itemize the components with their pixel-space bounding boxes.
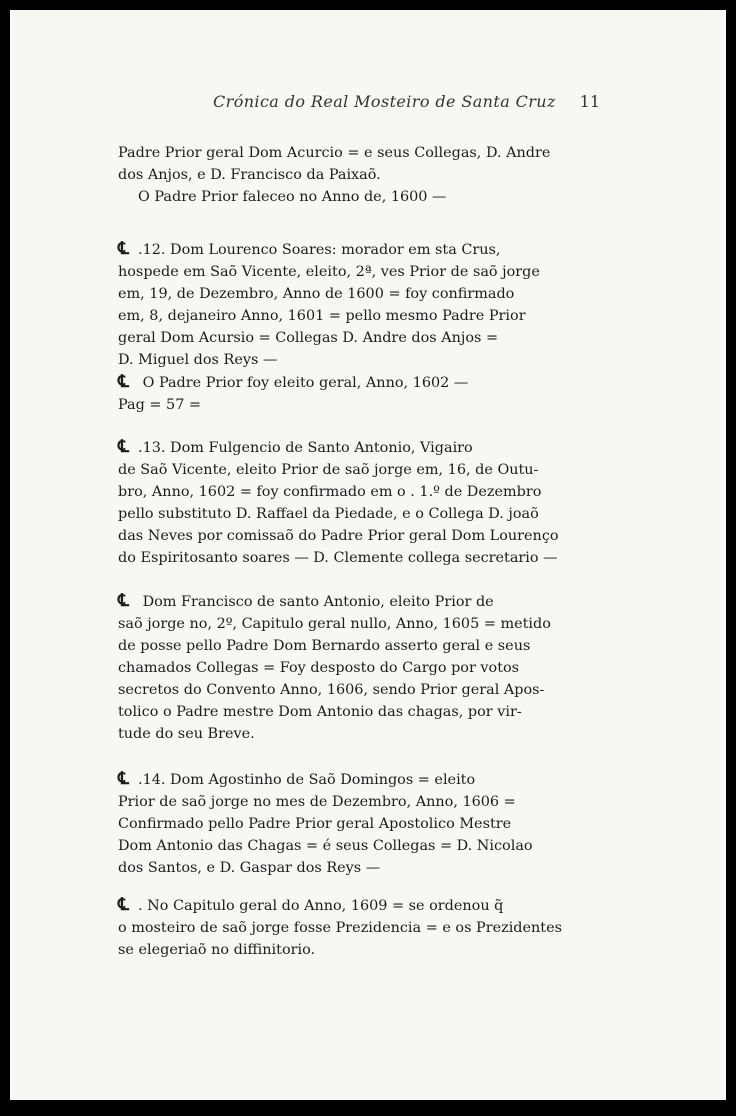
paragraph-block (118, 768, 598, 879)
text-line: chamados Collegas = Foy desposto do Cargo por votos (118, 660, 520, 676)
text-line: .13. Dom Fulgencio de Santo Antonio, Vigairo (138, 440, 473, 456)
text-line: .14. Dom Agostinho de Saõ Domingos = eleito (138, 772, 476, 788)
text-line: das Neves por comissaõ do Padre Prior geral Dom Lourenço (118, 528, 559, 544)
text-line: O Padre Prior foy eleito geral, Anno, 1602 — (138, 375, 469, 391)
running-title: Crónica do Real Mosteiro de Santa Cruz (213, 92, 556, 111)
text-line: em, 8, dejaneiro Anno, 1601 = pello mesmo Padre Prior (118, 308, 526, 324)
text-line: de Saõ Vicente, eleito Prior de saõ jorge em, 16, de Outu- (118, 462, 539, 478)
page-number: 11 (579, 92, 600, 111)
pilcrow-icon: ℄ (118, 372, 129, 392)
pilcrow-icon: ℄ (118, 769, 129, 789)
text-line: dos Santos, e D. Gaspar dos Reys — (118, 860, 381, 876)
text-line: geral Dom Acursio = Collegas D. Andre dos Anjos = (118, 330, 499, 346)
paragraph-block (118, 238, 598, 416)
pilcrow-icon: ℄ (118, 895, 129, 915)
text-line: saõ jorge no, 2º, Capitulo geral nullo, Anno, 1605 = metido (118, 616, 551, 632)
text-line: o mosteiro de saõ jorge fosse Prezidencia = e os Prezidentes (118, 920, 562, 936)
text-line: bro, Anno, 1602 = foy confirmado em o . 1.º de Dezembro (118, 484, 542, 500)
paragraph-block (118, 436, 598, 569)
text-line: .12. Dom Lourenco Soares: morador em sta Crus, (138, 242, 501, 258)
pilcrow-icon: ℄ (118, 437, 129, 457)
text-line: O Padre Prior faleceo no Anno de, 1600 — (138, 189, 447, 205)
text-line: tude do seu Breve. (118, 726, 255, 742)
text-line: Prior de saõ jorge no mes de Dezembro, Anno, 1606 = (118, 794, 516, 810)
text-line: Padre Prior geral Dom Acurcio = e seus Collegas, D. Andre (118, 145, 551, 161)
text-line: de posse pello Padre Dom Bernardo asserto geral e seus (118, 638, 531, 654)
text-line: D. Miguel dos Reys — (118, 352, 278, 368)
text-line: tolico o Padre mestre Dom Antonio das chagas, por vir- (118, 704, 522, 720)
paragraph-block (118, 894, 598, 961)
text-line: . No Capitulo geral do Anno, 1609 = se ordenou q̃ (138, 898, 504, 914)
pilcrow-icon: ℄ (118, 239, 129, 259)
text-line: hospede em Saõ Vicente, eleito, 2ª, ves Prior de saõ jorge (118, 264, 540, 280)
paragraph-block (118, 590, 598, 745)
text-line: Confirmado pello Padre Prior geral Apostolico Mestre (118, 816, 512, 832)
text-line: secretos do Convento Anno, 1606, sendo Prior geral Apos- (118, 682, 545, 698)
text-line: pello substituto D. Raffael da Piedade, e o Collega D. joaõ (118, 506, 539, 522)
document-page (10, 10, 726, 1100)
text-line: em, 19, de Dezembro, Anno de 1600 = foy confirmado (118, 286, 515, 302)
text-line: dos Anjos, e D. Francisco da Paixaõ. (118, 167, 381, 183)
text-line: do Espiritosanto soares — D. Clemente collega secretario — (118, 550, 558, 566)
text-line: se elegeriaõ no diffinitorio. (118, 942, 316, 958)
paragraph-block (118, 142, 598, 208)
text-line: Pag = 57 = (118, 397, 201, 413)
pilcrow-icon: ℄ (118, 591, 129, 611)
text-line: Dom Antonio das Chagas = é seus Collegas = D. Nicolao (118, 838, 533, 854)
page-header (10, 92, 726, 118)
text-line: Dom Francisco de santo Antonio, eleito Prior de (138, 594, 494, 610)
